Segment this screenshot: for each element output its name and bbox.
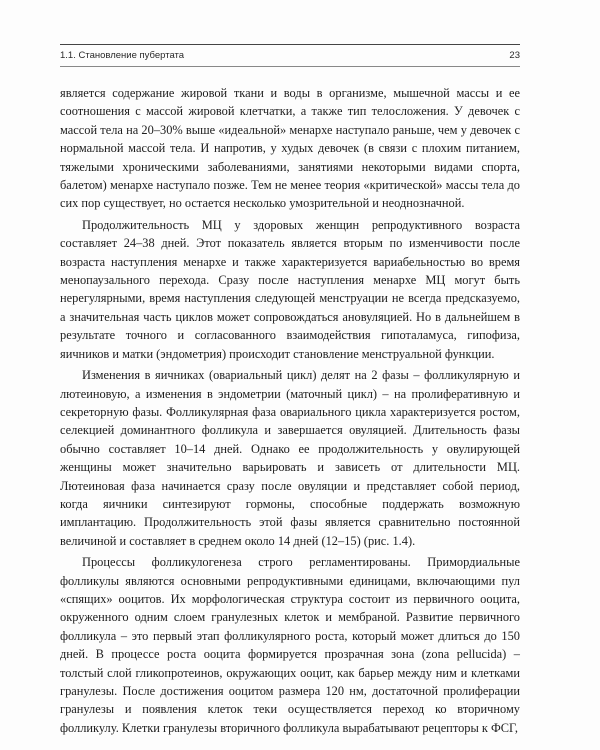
header-bottom-rule — [60, 66, 520, 67]
paragraph-folliculogenesis: Процессы фолликулогенеза строго регламентированы. Примордиальные фолликулы являются основными репродуктивными единицами, включающими пул «спящих» ооцитов. Их морфологическая структура состоит из первичного ооцита, окруженного одним слоем гранулезных клеток и мембраной. Развитие первичного фолликула – это первый этап фолликулярного роста, который может длиться до 150 дней. В процессе роста ооцита формируется прозрачная зона (zona pellucida) – толстый слой гликопротеинов, окружающих ооцит, как барьер между ним и клетками гранулезы. После достижения ооцитом размера 120 нм, достаточной пролиферации гранулезы и появления клеток теки осуществляется переход ко вторичному фолликулу. Клетки гранулезы вторичного фолликула вырабатывают рецепторы к ФСГ, — [60, 555, 520, 735]
running-header — [60, 50, 520, 64]
body-text — [60, 84, 520, 737]
paragraph-ovarian-cycle: Изменения в яичниках (овариальный цикл) делят на 2 фазы – фолликулярную и лютеиновую, а изменения в эндометрии (маточный цикл) – на пролиферативную и секреторную фазы. Фолликулярная фаза овариального цикла характеризуется ростом, селекцией доминантного фолликула и завершается овуляцией. Длительность фазы обычно составляет 10–14 дней. Однако ее продолжительность у овулирующей женщины может значительно варьировать и зависеть от длительности МЦ. Лютеиновая фаза начинается сразу после овуляции и представляет собой период, когда яичники синтезируют гормоны, способные поддержать возможную имплантацию. Продолжительность этой фазы является сравнительно постоянной величиной и составляет в среднем около 14 дней (12–15) (рис. 1.4). — [60, 368, 520, 548]
header-top-rule — [60, 44, 520, 45]
page-number: 23 — [509, 50, 520, 61]
chapter-title: 1.1. Становление пубертата — [60, 50, 185, 61]
paragraph-cycle-duration: Продолжительность МЦ у здоровых женщин репродуктивного возраста составляет 24–38 дней. Этот показатель является вторым по изменчивости после возраста наступления менархе и также характеризуется вариабельностью во время менопаузального перехода. Сразу после наступления менархе МЦ могут быть нерегулярными, время наступления следующей менструации не всегда предсказуемо, а значительная часть циклов может сопровождаться ановуляцией. Но в дальнейшем в результате точного и согласованного взаимодействия гипоталамуса, гипофиза, яичников и матки (эндометрия) происходит становление менструальной функции. — [60, 217, 520, 361]
paragraph-continuation: является содержание жировой ткани и воды в организме, мышечной массы и ее соотношения с массой жировой клетчатки, а также тип телосложения. У девочек с массой тела на 20–30% выше «идеальной» менархе наступало раньше, чем у девочек с нормальной массой тела. И напротив, у худых девочек (в связи с плохим питанием, тяжелыми хроническими заболеваниями, занятиями некоторыми видами спорта, балетом) менархе наступало позже. Тем не менее теория «критической» массы тела до сих пор существует, но остается несколько умозрительной и неоднозначной. — [60, 86, 520, 211]
